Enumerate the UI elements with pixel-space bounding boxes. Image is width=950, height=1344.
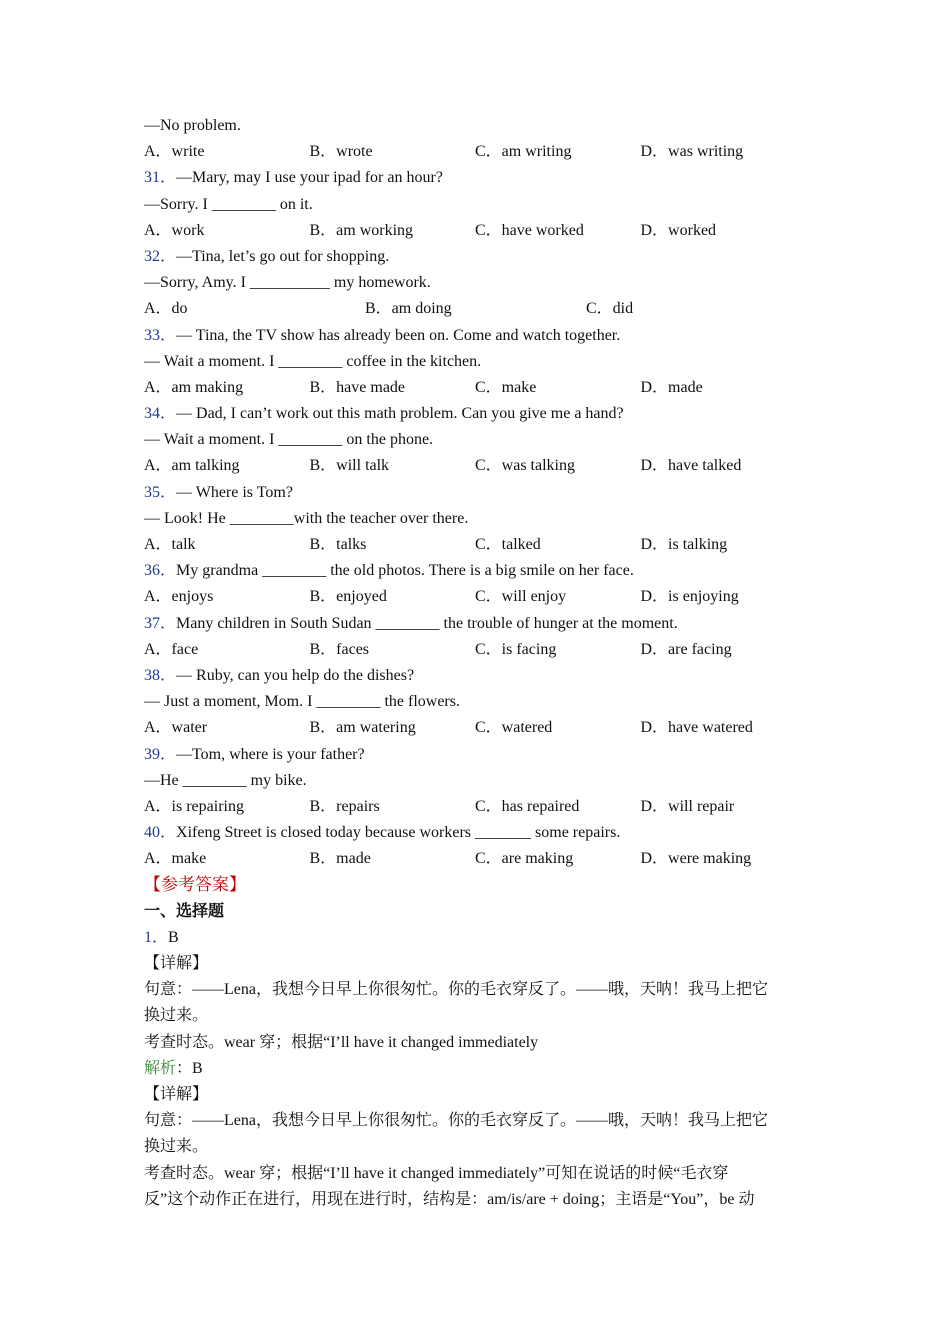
option: C．have worked [475,221,584,239]
option: C．has repaired [475,797,580,815]
analysis-label: 解析 [144,1059,177,1077]
question-text: —Tom, where is your father? [176,745,365,763]
question-number: 36． [144,562,177,580]
question-text: — Dad, I can’t work out this math problem. Can you give me a hand? [176,405,624,423]
option: B．faces [309,640,370,658]
question-text: Many children in South Sudan ________ the trouble of hunger at the moment. [176,614,678,632]
options-row [144,637,824,663]
option: A．face [144,640,199,658]
options-row [144,453,824,479]
question-32 [144,244,824,270]
option: B．enjoyed [309,588,387,606]
question-number: 38． [144,666,177,684]
option: C．are making [475,850,574,868]
option: C．will enjoy [475,588,567,606]
option: D．made [640,378,703,396]
question-text: — Tina, the TV show has already been on. Come and watch together. [176,326,621,344]
answer-number: 1． [144,928,169,946]
option: B．have made [309,378,406,396]
exam-text: 考查时态。wear 穿；根据“I’ll have it changed immediately”可知在说话的时候“毛衣穿 [144,1164,729,1182]
exam-text: 反”这个动作正在进行，用现在进行时，结构是：am/is/are + doing；主语是“You”，be 动 [144,1190,755,1208]
question-31 [144,165,824,191]
option: D．worked [640,221,717,239]
question-34 [144,401,824,427]
question-text: —Mary, may I use your ipad for an hour? [176,169,443,187]
question-follow: —Sorry, Amy. I __________ my homework. [144,274,431,292]
exam-text: 考查时态。wear 穿；根据“I’ll have it changed immediately [144,1033,539,1051]
question-number: 34． [144,405,177,423]
question-text: — Ruby, can you help do the dishes? [176,666,415,684]
options-row [144,715,824,741]
option: A．talk [144,536,196,553]
option: D．have watered [640,719,753,737]
analysis-answer: ：B [176,1059,203,1077]
option: C．did [586,300,634,318]
option: D．is talking [640,536,728,553]
option: A．make [144,850,207,868]
question-33 [144,323,824,349]
option: D．is enjoying [640,588,739,606]
detail-label: 【详解】 [144,955,209,972]
option: A．do [144,300,188,318]
meaning-text: 句意：——Lena，我想今日早上你很匆忙。你的毛衣穿反了。——哦，天呐！我马上把它 [144,981,768,999]
options-row [144,218,824,244]
option: B．am working [309,221,414,239]
option: B．made [309,850,371,868]
answer-1 [144,925,824,951]
option: D．have talked [640,457,742,475]
option: C．was talking [475,457,575,475]
options-row [144,846,824,872]
question-text: My grandma ________ the old photos. There is a big smile on her face. [176,562,634,580]
question-number: 37． [144,614,177,632]
option: C．make [475,378,537,396]
question-follow: — Just a moment, Mom. I ________ the flowers. [144,693,460,711]
question-text: Xifeng Street is closed today because workers _______ some repairs. [176,824,621,842]
option: A．water [144,719,208,737]
question-follow: —Sorry. I ________ on it. [144,195,313,213]
option: B．am watering [309,719,416,737]
option: C．am writing [475,143,572,161]
option: D．will repair [640,797,735,815]
answer-value: B [168,928,179,946]
question-follow: — Wait a moment. I ________ coffee in the kitchen. [144,352,482,370]
answers-heading: 【参考答案】 [144,875,246,895]
meaning-text: 句意：——Lena，我想今日早上你很匆忙。你的毛衣穿反了。——哦，天呐！我马上把它 [144,1112,768,1130]
options-row [144,532,824,558]
analysis-line [144,1056,824,1082]
question-follow: — Look! He ________with the teacher over there. [144,509,469,527]
option: B．wrote [309,143,373,161]
detail-label: 【详解】 [144,1085,209,1103]
option: A．work [144,221,205,239]
options-row [144,584,824,610]
question-text: — Where is Tom? [176,483,293,501]
option: D．are facing [640,640,732,658]
option: A．am making [144,378,244,396]
option: C．is facing [475,640,557,658]
option: B．will talk [309,457,390,475]
section-title: 一、选择题 [144,902,225,920]
option: D．were making [640,850,752,868]
options-row [144,794,824,820]
question-text: —Tina, let’s go out for shopping. [176,247,390,265]
options-row [144,296,824,322]
option: A．enjoys [144,588,214,606]
meaning-text: 换过来。 [144,1138,209,1156]
question-36 [144,558,824,584]
question-35 [144,480,824,506]
options-row [144,139,824,165]
option: C．talked [475,536,541,553]
option: A．is repairing [144,797,244,815]
question-37 [144,611,824,637]
question-38 [144,663,824,689]
option: A．am talking [144,457,240,475]
meaning-text: 换过来。 [144,1007,209,1025]
question-number: 35． [144,483,177,501]
question-40 [144,820,824,846]
question-number: 40． [144,824,177,842]
option: A．write [144,143,205,161]
question-39 [144,742,824,768]
question-number: 39． [144,745,177,763]
option: B．repairs [309,797,380,815]
question-follow: — Wait a moment. I ________ on the phone. [144,431,434,449]
page-content [144,113,824,1213]
question-number: 32． [144,247,177,265]
question-follow: —He ________ my bike. [144,771,307,789]
answer-line: —No problem. [144,117,241,134]
question-number: 31． [144,169,177,187]
option: C．watered [475,719,553,737]
option: B．am doing [365,300,452,318]
option: D．was writing [640,143,744,161]
option: B．talks [309,536,367,553]
options-row [144,375,824,401]
question-number: 33． [144,326,177,344]
